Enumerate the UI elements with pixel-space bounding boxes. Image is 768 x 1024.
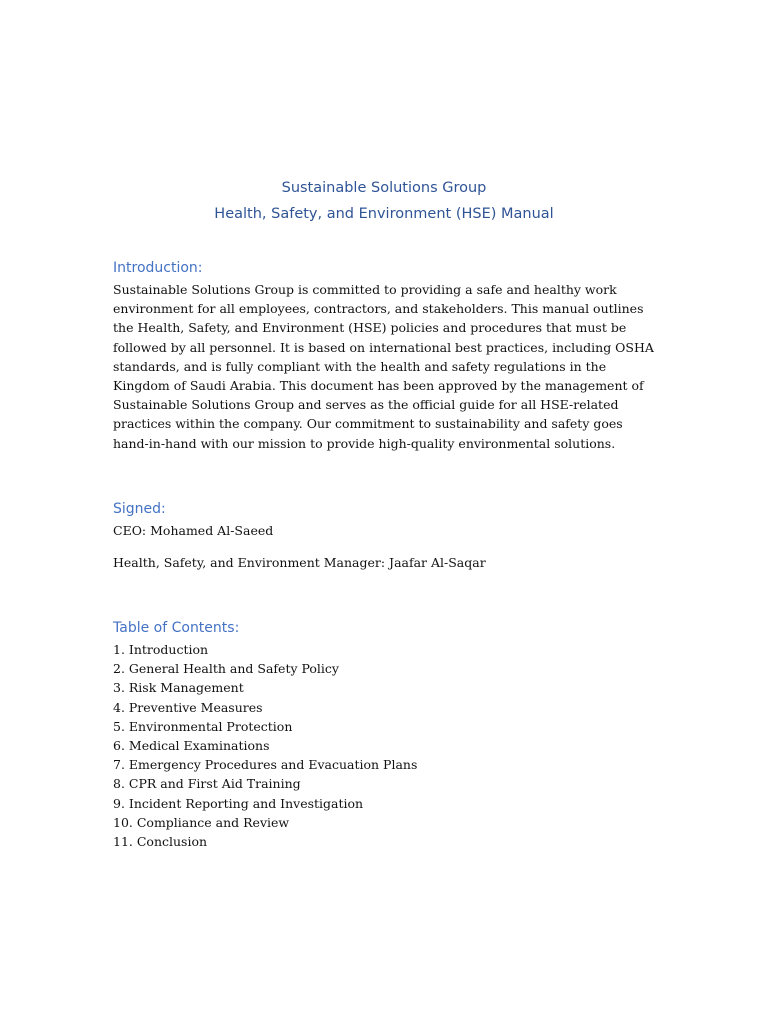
title-company-name: Sustainable Solutions Group — [281, 180, 487, 196]
toc-item: 6. Medical Examinations — [113, 738, 270, 754]
toc-item: 7. Emergency Procedures and Evacuation Plans — [113, 757, 418, 773]
introduction-heading: Introduction: — [113, 260, 203, 276]
toc-item: 4. Preventive Measures — [113, 699, 263, 715]
table-of-contents-section — [113, 618, 658, 851]
introduction-section — [113, 258, 658, 453]
toc-heading: Table of Contents: — [113, 620, 240, 636]
title-manual-name: Health, Safety, and Environment (HSE) Manual — [214, 206, 554, 222]
signed-section — [113, 499, 658, 572]
toc-item: 11. Conclusion — [113, 834, 208, 850]
hse-manager-signature-line: Health, Safety, and Environment Manager: Jaafar Al-Saqar — [113, 555, 486, 571]
toc-item: 1. Introduction — [113, 642, 209, 657]
toc-list — [113, 640, 658, 851]
toc-item: 2. General Health and Safety Policy — [113, 661, 339, 677]
toc-item: 9. Incident Reporting and Investigation — [113, 795, 364, 811]
document-title — [0, 175, 768, 227]
ceo-signature-line: CEO: Mohamed Al-Saeed — [113, 523, 274, 538]
signed-heading: Signed: — [113, 501, 166, 517]
toc-item: 3. Risk Management — [113, 680, 244, 696]
toc-item: 8. CPR and First Aid Training — [113, 776, 301, 792]
toc-item: 5. Environmental Protection — [113, 718, 293, 734]
introduction-paragraph: Sustainable Solutions Group is committed to providing a safe and healthy work environment for all employees, contractors, and stakeholders. This manual outlines the Health, Safety, and Environment (HSE) policies and procedures that must be followed by all personnel. It is based on international best practices, including OSHA standards, and is fully compliant with the health and safety regulations in the Kingdom of Saudi Arabia. This document has been approved by the management of Sustainable Solutions Group and serves as the official guide for all HSE-related practices within the company. Our commitment to sustainability and safety goes hand-in-hand with our mission to provide high-quality environmental solutions. — [113, 282, 654, 451]
toc-item: 10. Compliance and Review — [113, 814, 290, 830]
